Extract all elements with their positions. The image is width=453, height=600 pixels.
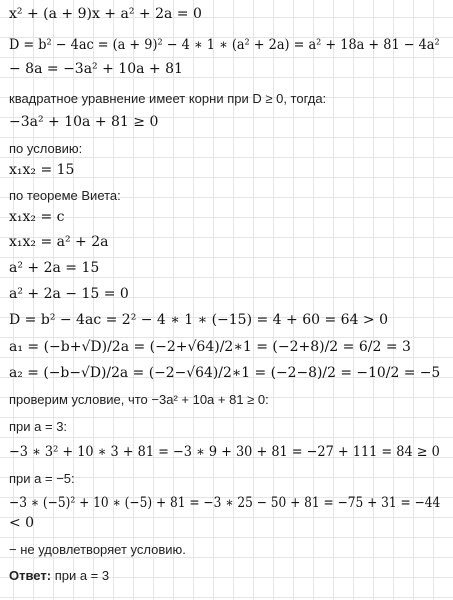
line-product-c: x₁x₂ = c bbox=[9, 209, 65, 225]
line-case-a3: при a = 3: bbox=[9, 419, 68, 434]
line-product-a: x₁x₂ = a² + 2a bbox=[9, 234, 109, 250]
line-product: x₁x₂ = 15 bbox=[9, 162, 75, 178]
answer-line bbox=[9, 569, 109, 582]
line-root-a1: a₁ = (−b+√D)/2a = (−2+√64)/2∗1 = (−2+8)/2 = 6/2 = 3 bbox=[9, 339, 411, 355]
line-vieta: по теореме Виета: bbox=[9, 188, 121, 203]
answer-label: Ответ: bbox=[9, 568, 52, 583]
line-check-condition: проверим условие, что −3a² + 10a + 81 ≥ 0: bbox=[9, 392, 269, 407]
line-check-a-5-cont: < 0 bbox=[9, 515, 35, 531]
line-root-a2: a₂ = (−b−√D)/2a = (−2−√64)/2∗1 = (−2−8)/2 = −10/2 = −5 bbox=[9, 365, 441, 381]
line-a-quadratic: a² + 2a − 15 = 0 bbox=[9, 286, 129, 302]
line-inequality: −3a² + 10a + 81 ≥ 0 bbox=[9, 114, 159, 130]
line-equation: x² + (a + 9)x + a² + 2a = 0 bbox=[9, 6, 202, 22]
answer-value: при a = 3 bbox=[54, 568, 110, 583]
line-roots-condition: квадратное уравнение имеет корни при D ≥ 0, тогда: bbox=[9, 91, 327, 106]
line-discriminant-2: D = b² − 4ac = 2² − 4 ∗ 1 ∗ (−15) = 4 + 60 = 64 > 0 bbox=[9, 312, 389, 328]
line-a-equation: a² + 2a = 15 bbox=[9, 260, 100, 276]
line-not-satisfy: − не удовлетворяет условию. bbox=[9, 542, 186, 557]
line-discriminant: D = b² − 4ac = (a + 9)² − 4 ∗ 1 ∗ (a² + 2a) = a² + 18a + 81 − 4a² bbox=[9, 37, 440, 53]
line-check-a-5: −3 ∗ (−5)² + 10 ∗ (−5) + 81 = −3 ∗ 25 − 50 + 81 = −75 + 31 = −44 bbox=[9, 495, 441, 511]
line-case-a-5: при a = −5: bbox=[9, 471, 75, 486]
line-discriminant-cont: − 8a = −3a² + 10a + 81 bbox=[9, 61, 183, 77]
line-check-a3: −3 ∗ 3² + 10 ∗ 3 + 81 = −3 ∗ 9 + 30 + 81 = −27 + 111 = 84 ≥ 0 bbox=[9, 444, 440, 460]
line-by-condition: по условию: bbox=[9, 141, 83, 156]
